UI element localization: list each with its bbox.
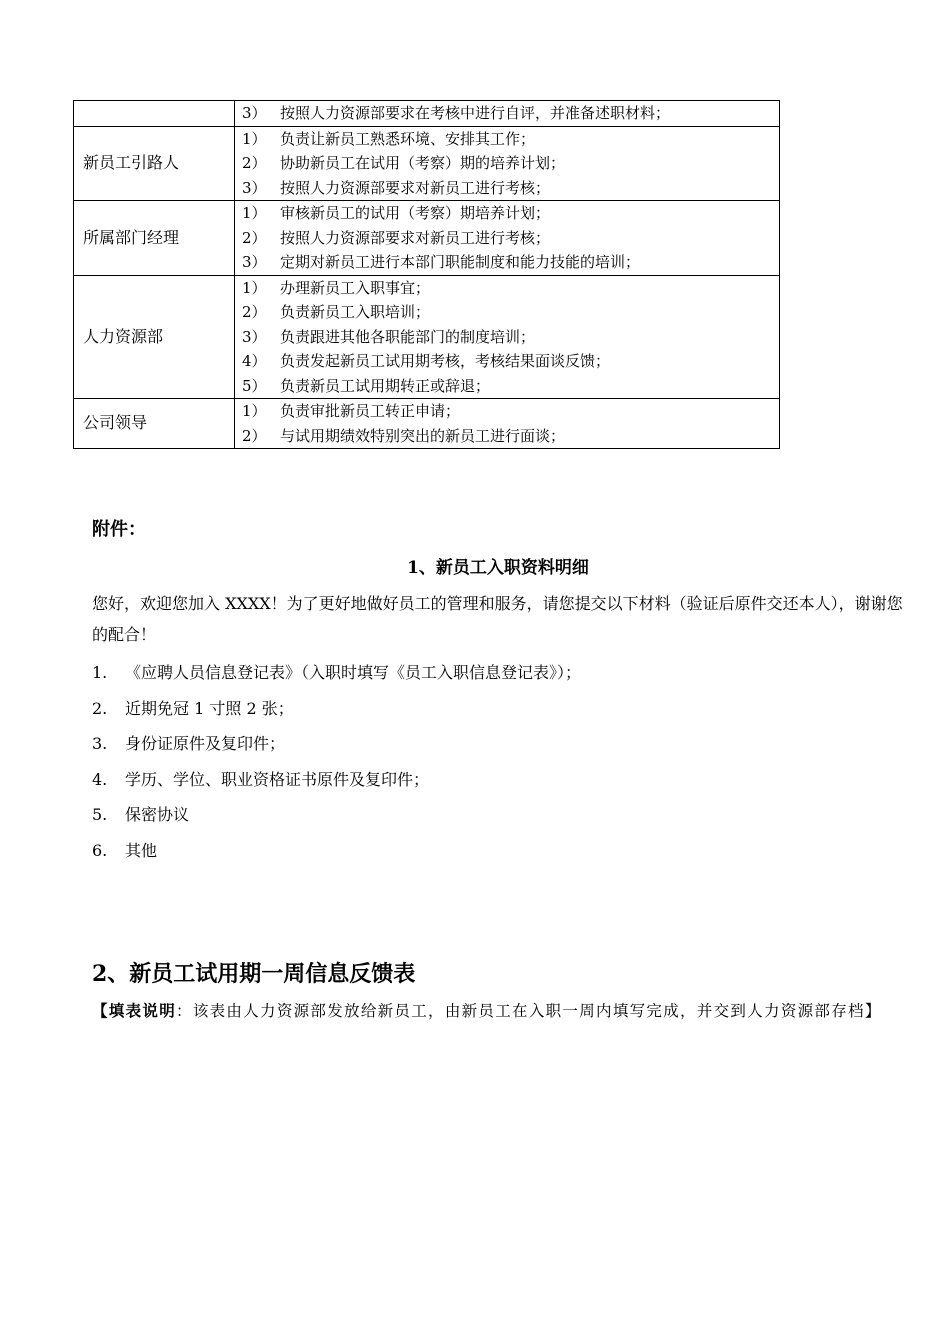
list-item-number: 1. — [92, 663, 108, 682]
duty-number: 2） — [242, 154, 267, 172]
duty-number: 3） — [242, 104, 267, 122]
list-item-text: 身份证原件及复印件； — [125, 734, 286, 754]
list-item-number: 4. — [92, 769, 108, 789]
role-cell — [74, 101, 235, 127]
duty-item — [242, 226, 779, 251]
duty-number: 2） — [242, 303, 267, 321]
duty-text: 负责新员工试用期转正或辞退； — [280, 376, 491, 395]
responsibility-table — [73, 100, 780, 449]
list-item-number: 6. — [92, 840, 108, 860]
fill-instructions — [92, 999, 907, 1023]
list-item-number: 3. — [92, 734, 108, 754]
duty-text: 定期对新员工进行本部门职能制度和能力技能的培训； — [280, 253, 641, 271]
duty-text: 办理新员工入职事宜； — [280, 278, 431, 297]
list-item-text: 其他 — [125, 840, 158, 860]
responsibility-table-body — [74, 101, 780, 449]
list-item-number: 5. — [92, 805, 108, 825]
table-row — [74, 399, 780, 449]
duty-text: 负责让新员工熟悉环境、安排其工作； — [280, 129, 536, 148]
welcome-paragraph: 您好，欢迎您加入 XXXX！为了更好地做好员工的管理和服务，请您提交以下材料（验证后原件交还本人），谢谢您的配合！ — [92, 594, 903, 644]
list-item — [92, 838, 581, 874]
materials-list — [92, 660, 581, 874]
duty-number: 2） — [242, 228, 267, 247]
fill-instructions-label: 【填表说明 — [92, 1001, 177, 1020]
list-item-number: 2. — [92, 698, 108, 718]
duties-cell — [235, 275, 780, 399]
table-row — [74, 201, 780, 276]
list-item — [92, 696, 581, 732]
duty-number: 1） — [242, 278, 267, 297]
list-item — [92, 767, 581, 803]
duty-item — [242, 101, 779, 126]
duty-number: 3） — [242, 178, 267, 197]
duties-cell — [235, 101, 780, 127]
duty-text: 审核新员工的试用（考察）期培养计划； — [280, 204, 551, 222]
duty-text: 负责发起新员工试用期考核，考核结果面谈反馈； — [280, 352, 611, 370]
list-item-text: 保密协议 — [125, 805, 190, 825]
attachment-label: 附件： — [92, 519, 146, 540]
fill-instructions-text: ：该表由人力资源部发放给新员工，由新员工在入职一周内填写完成，并交到人力资源部存档】 — [176, 1002, 882, 1020]
role-cell: 所属部门经理 — [74, 201, 235, 276]
duty-item — [242, 349, 779, 374]
duty-item — [242, 325, 779, 350]
duty-item — [242, 201, 779, 226]
duty-item — [242, 424, 779, 449]
duty-number: 3） — [242, 253, 267, 271]
role-cell: 公司领导 — [74, 399, 235, 449]
duty-item — [242, 176, 779, 201]
duty-number: 2） — [242, 426, 267, 445]
duty-text: 按照人力资源部要求对新员工进行考核； — [280, 178, 551, 197]
role-cell: 新员工引路人 — [74, 126, 235, 201]
section2-title: 2、新员工试用期一周信息反馈表 — [92, 961, 416, 987]
duty-text: 负责新员工入职培训； — [280, 303, 431, 321]
duty-item — [242, 300, 779, 325]
duty-text: 按照人力资源部要求在考核中进行自评，并准备述职材料； — [280, 104, 671, 122]
duties-cell — [235, 399, 780, 449]
role-cell: 人力资源部 — [74, 275, 235, 399]
duties-cell — [235, 201, 780, 276]
duty-item — [242, 127, 779, 152]
duty-text: 协助新员工在试用（考察）期的培养计划； — [280, 154, 566, 172]
duty-number: 3） — [242, 327, 267, 346]
list-item-text: 《应聘人员信息登记表》（入职时填写《员工入职信息登记表》）； — [125, 663, 582, 682]
table-row — [74, 275, 780, 399]
duty-item — [242, 399, 779, 424]
duty-text: 负责审批新员工转正申请； — [280, 402, 461, 420]
table-row — [74, 126, 780, 201]
table-row — [74, 101, 780, 127]
duty-text: 按照人力资源部要求对新员工进行考核； — [280, 228, 551, 247]
duty-item — [242, 276, 779, 301]
duty-number: 1） — [242, 129, 267, 148]
list-item — [92, 660, 581, 696]
duty-number: 4） — [242, 352, 267, 370]
list-item-text: 近期免冠 1 寸照 2 张； — [125, 698, 294, 718]
duty-number: 1） — [242, 204, 267, 222]
duty-item — [242, 374, 779, 399]
duties-cell — [235, 126, 780, 201]
duty-number: 5） — [242, 376, 267, 395]
section1-title: 1、新员工入职资料明细 — [407, 558, 589, 578]
duty-number: 1） — [242, 402, 267, 420]
duty-text: 负责跟进其他各职能部门的制度培训； — [280, 327, 536, 346]
duty-item — [242, 151, 779, 176]
list-item-text: 学历、学位、职业资格证书原件及复印件； — [125, 769, 430, 789]
duty-text: 与试用期绩效特别突出的新员工进行面谈； — [280, 426, 566, 445]
list-item — [92, 731, 581, 767]
duty-item — [242, 250, 779, 275]
list-item — [92, 802, 581, 838]
